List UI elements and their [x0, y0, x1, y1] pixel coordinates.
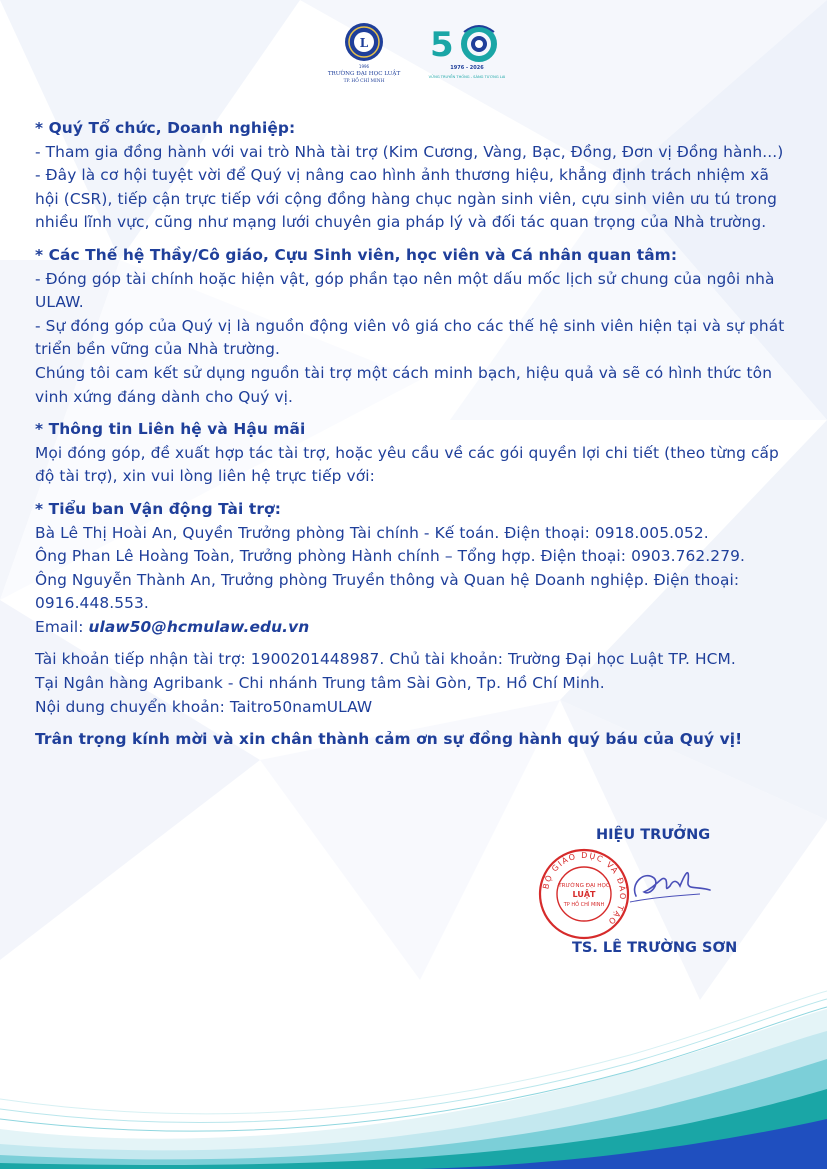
email-line — [35, 616, 793, 640]
bank-line-1: Tài khoản tiếp nhận tài trợ: 1900201448987. Chủ tài khoản: Trường Đại học Luật TP. HCM. — [35, 650, 736, 669]
bank-line-2: Tại Ngân hàng Agribank - Chi nhánh Trung tâm Sài Gòn, Tp. Hồ Chí Minh. — [35, 674, 605, 693]
logo1-caption-line1: TRƯỜNG ĐẠI HỌC LUẬT — [327, 71, 401, 77]
anniversary-50-logo — [424, 22, 510, 86]
logo2-slogan: VỮNG TRUYỀN THỐNG - SÁNG TƯƠNG LAI — [428, 75, 506, 79]
org-line-2: - Đây là cơ hội tuyệt vời để Quý vị nâng cao hình ảnh thương hiệu, khẳng định trách nhiệm xã hội (CSR), tiếp cận trực tiếp với cộng đồng hàng chục ngàn sinh viên, cựu sinh viên ưu tú trong nhiều lĩnh vực, cũng như mạng lưới chuyên gia pháp lý và đối tác quan trọng của Nhà trường. — [35, 166, 778, 232]
email-link[interactable]: ulaw50@hcmulaw.edu.vn — [88, 617, 310, 636]
ulaw-logo — [324, 20, 404, 86]
people-heading: * Các Thế hệ Thầy/Cô giáo, Cựu Sinh viên, học viên và Cá nhân quan tâm: — [35, 245, 678, 264]
email-label: Email: — [35, 617, 89, 636]
people-line-3: Chúng tôi cam kết sử dụng nguồn tài trợ một cách minh bạch, hiệu quả và sẽ có hình thức tôn vinh xứng đáng dành cho Quý vị. — [35, 363, 773, 406]
committee-heading: * Tiểu ban Vận động Tài trợ: — [35, 499, 281, 518]
logo1-caption-line2: TP. HỒ CHÍ MINH — [343, 79, 385, 84]
logo2-range: 1976 - 2026 — [450, 65, 484, 71]
people-line-2: - Sự đóng góp của Quý vị là nguồn động viên vô giá cho các thế hệ sinh viên hiện tại và sự phát triển bền vững của Nhà trường. — [35, 316, 785, 359]
bottom-wave-decoration — [0, 979, 827, 1169]
handwritten-signature — [600, 856, 720, 916]
stamp-center-line2: LUẬT — [572, 890, 596, 899]
svg-text:L: L — [359, 36, 369, 50]
committee-person-2: Ông Phan Lê Hoàng Toàn, Trưởng phòng Hành chính – Tổng hợp. Điện thoại: 0903.762.279. — [35, 547, 745, 566]
committee-person-1: Bà Lê Thị Hoài An, Quyền Trưởng phòng Tài chính - Kế toán. Điện thoại: 0918.005.052. — [35, 523, 709, 542]
committee-person-3: Ông Nguyễn Thành An, Trưởng phòng Truyền thông và Quan hệ Doanh nghiệp. Điện thoại: 0916.448.553. — [35, 570, 740, 613]
bank-line-3: Nội dung chuyển khoản: Taitro50namULAW — [35, 697, 373, 716]
people-line-1: - Đóng góp tài chính hoặc hiện vật, góp phần tạo nên một dấu mốc lịch sử chung của ngôi nhà ULAW. — [35, 269, 775, 312]
signer-name: TS. LÊ TRƯỜNG SƠN — [572, 940, 738, 956]
svg-text:5: 5 — [430, 25, 454, 65]
letter-body — [35, 117, 793, 752]
stamp-ring-text: BỘ GIÁO DỤC VÀ ĐÀO TẠO — [541, 850, 628, 927]
logo1-year: 1996 — [358, 64, 370, 69]
header-logos — [318, 18, 518, 88]
stamp-center-line3: TP HỒ CHÍ MINH — [563, 902, 605, 908]
org-line-1: - Tham gia đồng hành với vai trò Nhà tài trợ (Kim Cương, Vàng, Bạc, Đồng, Đơn vị Đồng hành...) — [35, 142, 784, 161]
contact-heading: * Thông tin Liên hệ và Hậu mãi — [35, 420, 306, 439]
contact-line-1: Mọi đóng góp, đề xuất hợp tác tài trợ, hoặc yêu cầu về các gói quyền lợi chi tiết (theo từng cấp độ tài trợ), xin vui lòng liên hệ trực tiếp với: — [35, 443, 779, 486]
signer-title: HIỆU TRƯỞNG — [596, 827, 711, 843]
org-heading: * Quý Tổ chức, Doanh nghiệp: — [35, 119, 296, 137]
stamp-center-line1: TRƯỜNG ĐẠI HỌC — [558, 883, 610, 889]
closing-line: Trân trọng kính mời và xin chân thành cảm ơn sự đồng hành quý báu của Quý vị! — [35, 730, 743, 749]
